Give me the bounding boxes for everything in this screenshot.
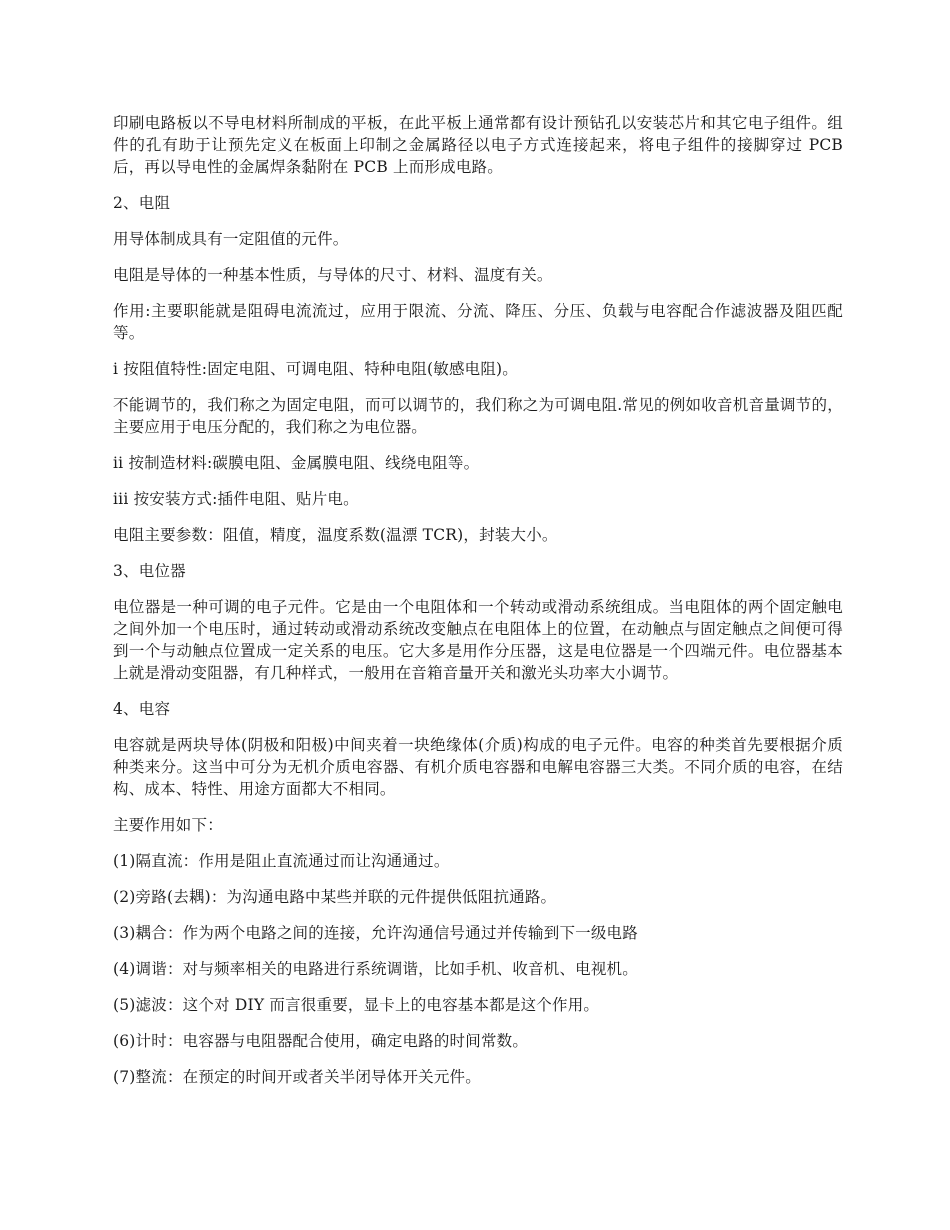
document-body [113,112,843,1102]
list-item-filtering: (5)滤波：这个对 DIY 而言很重要，显卡上的电容基本都是这个作用。 [113,996,600,1014]
list-item-timing: (6)计时：电容器与电阻器配合使用，确定电路的时间常数。 [113,1032,529,1050]
paragraph-capacitor: 电容就是两块导体(阴极和阳极)中间夹着一块绝缘体(介质)构成的电子元件。电容的种类首先要根据介质种类来分。这当中可分为无机介质电容器、有机介质电容器和电解电容器三大类。不同介质的电容，在结构、成本、特性、用途方面都大不相同。 [113,736,843,798]
heading-potentiometer: 3、电位器 [113,562,186,580]
list-item-bypass: (2)旁路(去耦)：为沟通电路中某些并联的元件提供低阻抗通路。 [113,888,557,906]
paragraph-resistor-function: 作用:主要职能就是阻碍电流流过，应用于限流、分流、降压、分压、负载与电容配合作滤波器及阻匹配等。 [113,302,843,342]
paragraph-resistor-type-by-value: i 按阻值特性:固定电阻、可调电阻、特种电阻(敏感电阻)。 [113,360,519,378]
paragraph-fixed-adjustable: 不能调节的，我们称之为固定电阻，而可以调节的，我们称之为可调电阻.常见的例如收音机音量调节的，主要应用于电压分配的，我们称之为电位器。 [113,396,843,436]
paragraph-resistor-type-by-mount: iii 按安装方式:插件电阻、贴片电。 [113,490,359,508]
paragraph-resistor-type-by-material: ii 按制造材料:碳膜电阻、金属膜电阻、线绕电阻等。 [113,454,480,472]
paragraph-potentiometer: 电位器是一种可调的电子元件。它是由一个电阻体和一个转动或滑动系统组成。当电阻体的两个固定触电之间外加一个电压时，通过转动或滑动系统改变触点在电阻体上的位置，在动触点与固定触点之间便可得到一个与动触点位置成一定关系的电压。它大多是用作分压器，这是电位器是一个四端元件。电位器基本上就是滑动变阻器，有几种样式，一般用在音箱音量开关和激光头功率大小调节。 [113,598,843,682]
list-item-dc-blocking: (1)隔直流：作用是阻止直流通过而让沟通通过。 [113,852,450,870]
paragraph-pcb-intro: 印刷电路板以不导电材料所制成的平板，在此平板上通常都有设计预钻孔以安装芯片和其它电子组件。组件的孔有助于让预先定义在板面上印制之金属路径以电子方式连接起来，将电子组件的接脚穿过 PCB 后，再以导电性的金属焊条黏附在 PCB 上而形成电路。 [113,114,843,176]
list-item-rectification: (7)整流：在预定的时间开或者关半闭导体开关元件。 [113,1068,481,1086]
heading-resistor: 2、电阻 [113,194,171,212]
paragraph-resistor-parameters: 电阻主要参数：阻值，精度，温度系数(温漂 TCR)，封装大小。 [113,526,558,544]
heading-capacitor: 4、电容 [113,700,171,718]
paragraph-resistor-property: 电阻是导体的一种基本性质，与导体的尺寸、材料、温度有关。 [113,266,553,284]
list-item-tuning: (4)调谐：对与频率相关的电路进行系统调谐，比如手机、收音机、电视机。 [113,960,638,978]
paragraph-main-functions: 主要作用如下： [113,816,223,834]
list-item-coupling: (3)耦合：作为两个电路之间的连接，允许沟通信号通过并传输到下一级电路 [113,924,638,942]
paragraph-resistor-definition: 用导体制成具有一定阻值的元件。 [113,230,349,248]
